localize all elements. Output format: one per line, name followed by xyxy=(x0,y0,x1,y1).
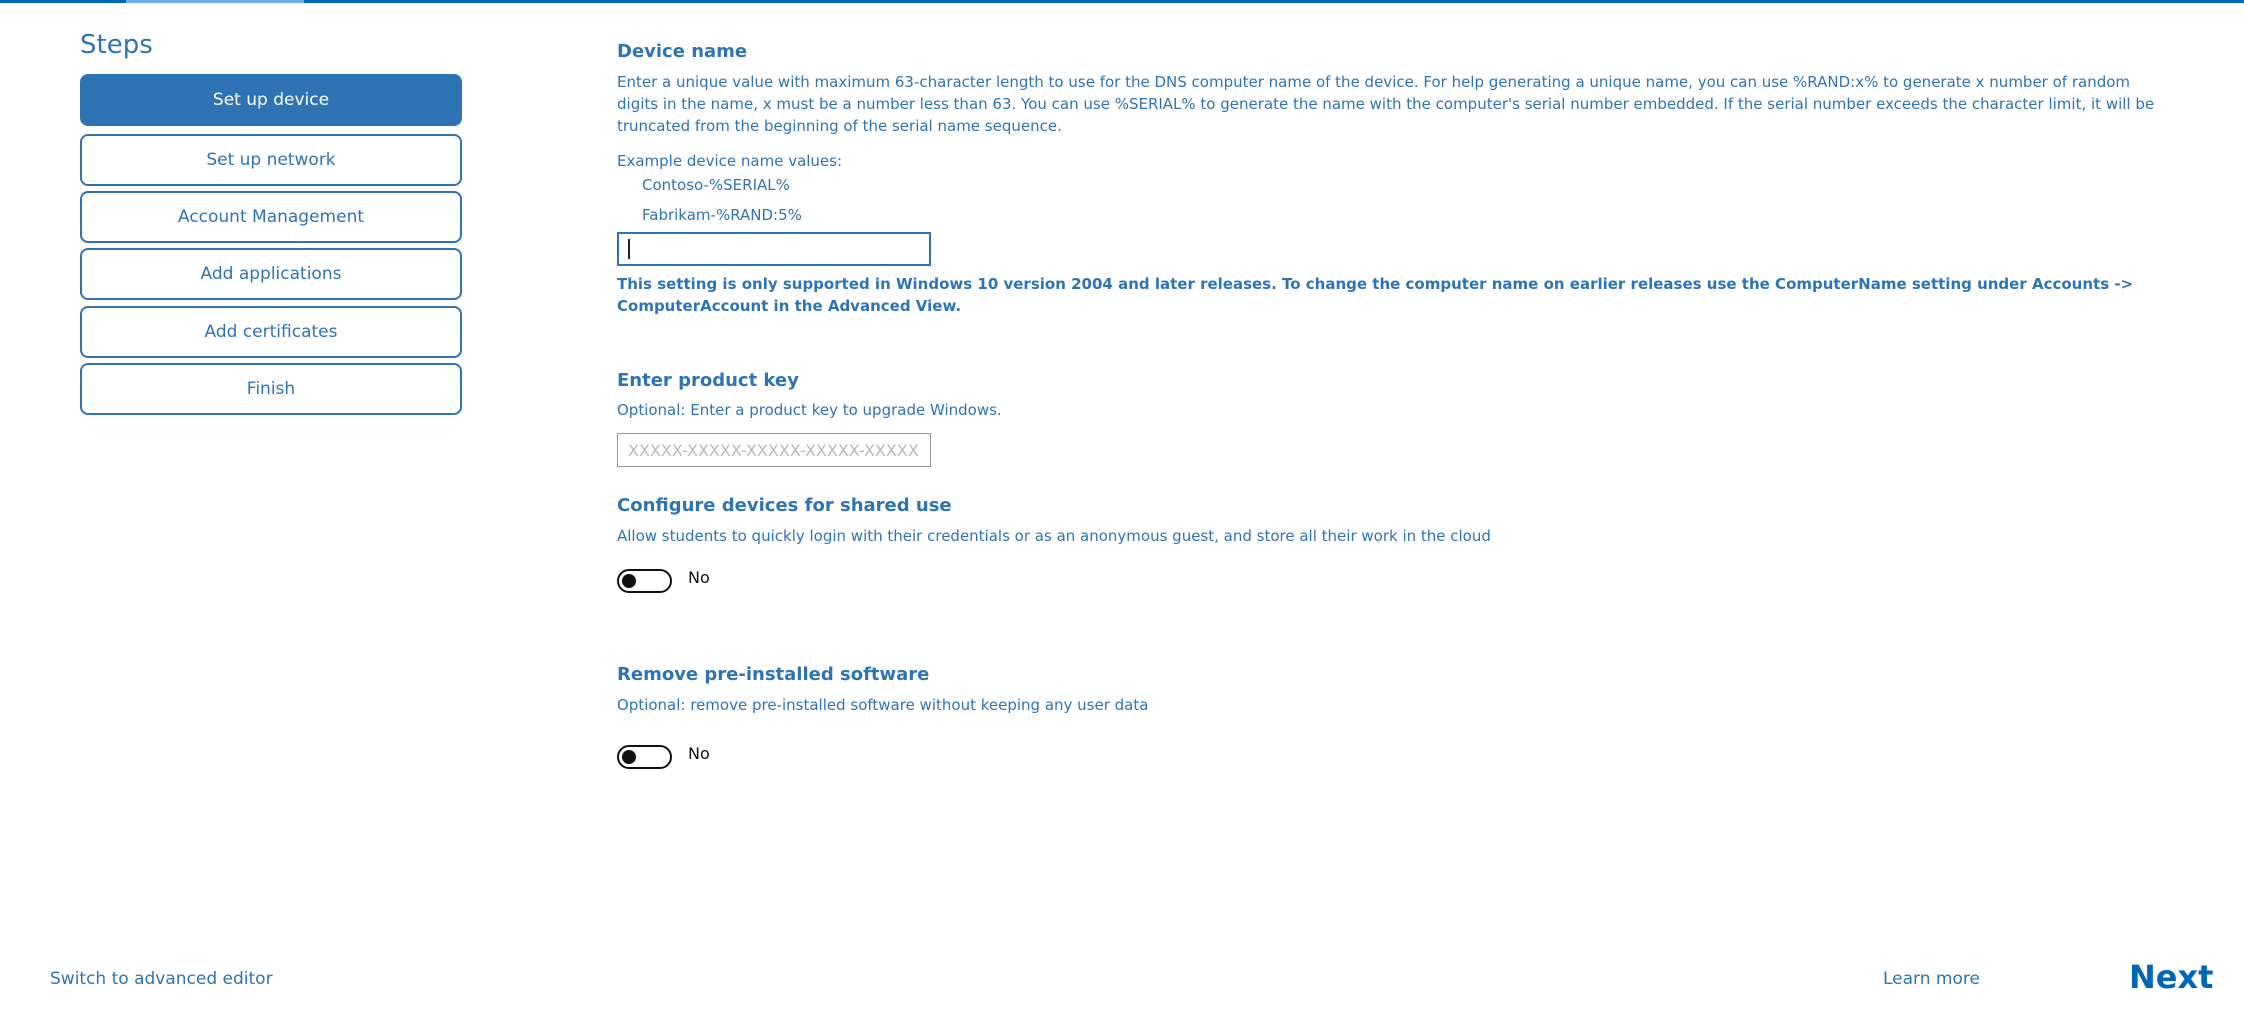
step-add-applications[interactable]: Add applications xyxy=(80,248,462,300)
learn-more-link[interactable]: Learn more xyxy=(1883,969,1980,989)
top-border xyxy=(0,0,2244,3)
top-tab-indicator xyxy=(126,0,304,3)
device-name-warning: This setting is only supported in Windows 10 version 2004 and later releases. To change the computer name on earlier releases use the ComputerName setting under Accounts -> ComputerAccount in the Advanced View. xyxy=(617,275,2134,315)
toggle-knob xyxy=(622,750,636,764)
product-key-input[interactable] xyxy=(617,433,931,467)
product-key-description: Optional: Enter a product key to upgrade Windows. xyxy=(617,401,1002,419)
steps-title: Steps xyxy=(80,30,153,60)
example-value: Fabrikam-%RAND:5% xyxy=(642,206,802,224)
step-account-management[interactable]: Account Management xyxy=(80,191,462,243)
remove-software-toggle[interactable] xyxy=(617,745,672,769)
device-name-description: Enter a unique value with maximum 63-character length to use for the DNS computer name of the device. For help generating a unique name, you can use %RAND:x% to generate x number of random digits in the name, x must be a number less than 63. You can use %SERIAL% to generate the name with the computer's serial number embedded. If the serial number exceeds the character limit, it will be truncated from the beginning of the serial name sequence. xyxy=(617,73,2155,135)
remove-software-title: Remove pre-installed software xyxy=(617,664,930,685)
device-name-input[interactable] xyxy=(617,232,931,266)
shared-use-toggle-label: No xyxy=(688,568,710,587)
device-name-title: Device name xyxy=(617,41,748,62)
example-values-label: Example device name values: xyxy=(617,152,843,170)
step-set-up-network[interactable]: Set up network xyxy=(80,134,462,186)
shared-use-toggle[interactable] xyxy=(617,569,672,593)
toggle-knob xyxy=(622,574,636,588)
switch-to-advanced-editor-link[interactable]: Switch to advanced editor xyxy=(50,969,273,989)
text-caret xyxy=(628,239,630,259)
shared-use-description: Allow students to quickly login with their credentials or as an anonymous guest, and store all their work in the cloud xyxy=(617,527,1491,545)
remove-software-toggle-label: No xyxy=(688,744,710,763)
step-add-certificates[interactable]: Add certificates xyxy=(80,306,462,358)
example-value: Contoso-%SERIAL% xyxy=(642,176,790,194)
step-finish[interactable]: Finish xyxy=(80,363,462,415)
next-button[interactable]: Next xyxy=(2129,958,2214,996)
shared-use-title: Configure devices for shared use xyxy=(617,495,952,516)
step-set-up-device[interactable]: Set up device xyxy=(80,74,462,126)
remove-software-description: Optional: remove pre-installed software without keeping any user data xyxy=(617,696,1149,714)
product-key-title: Enter product key xyxy=(617,370,799,391)
